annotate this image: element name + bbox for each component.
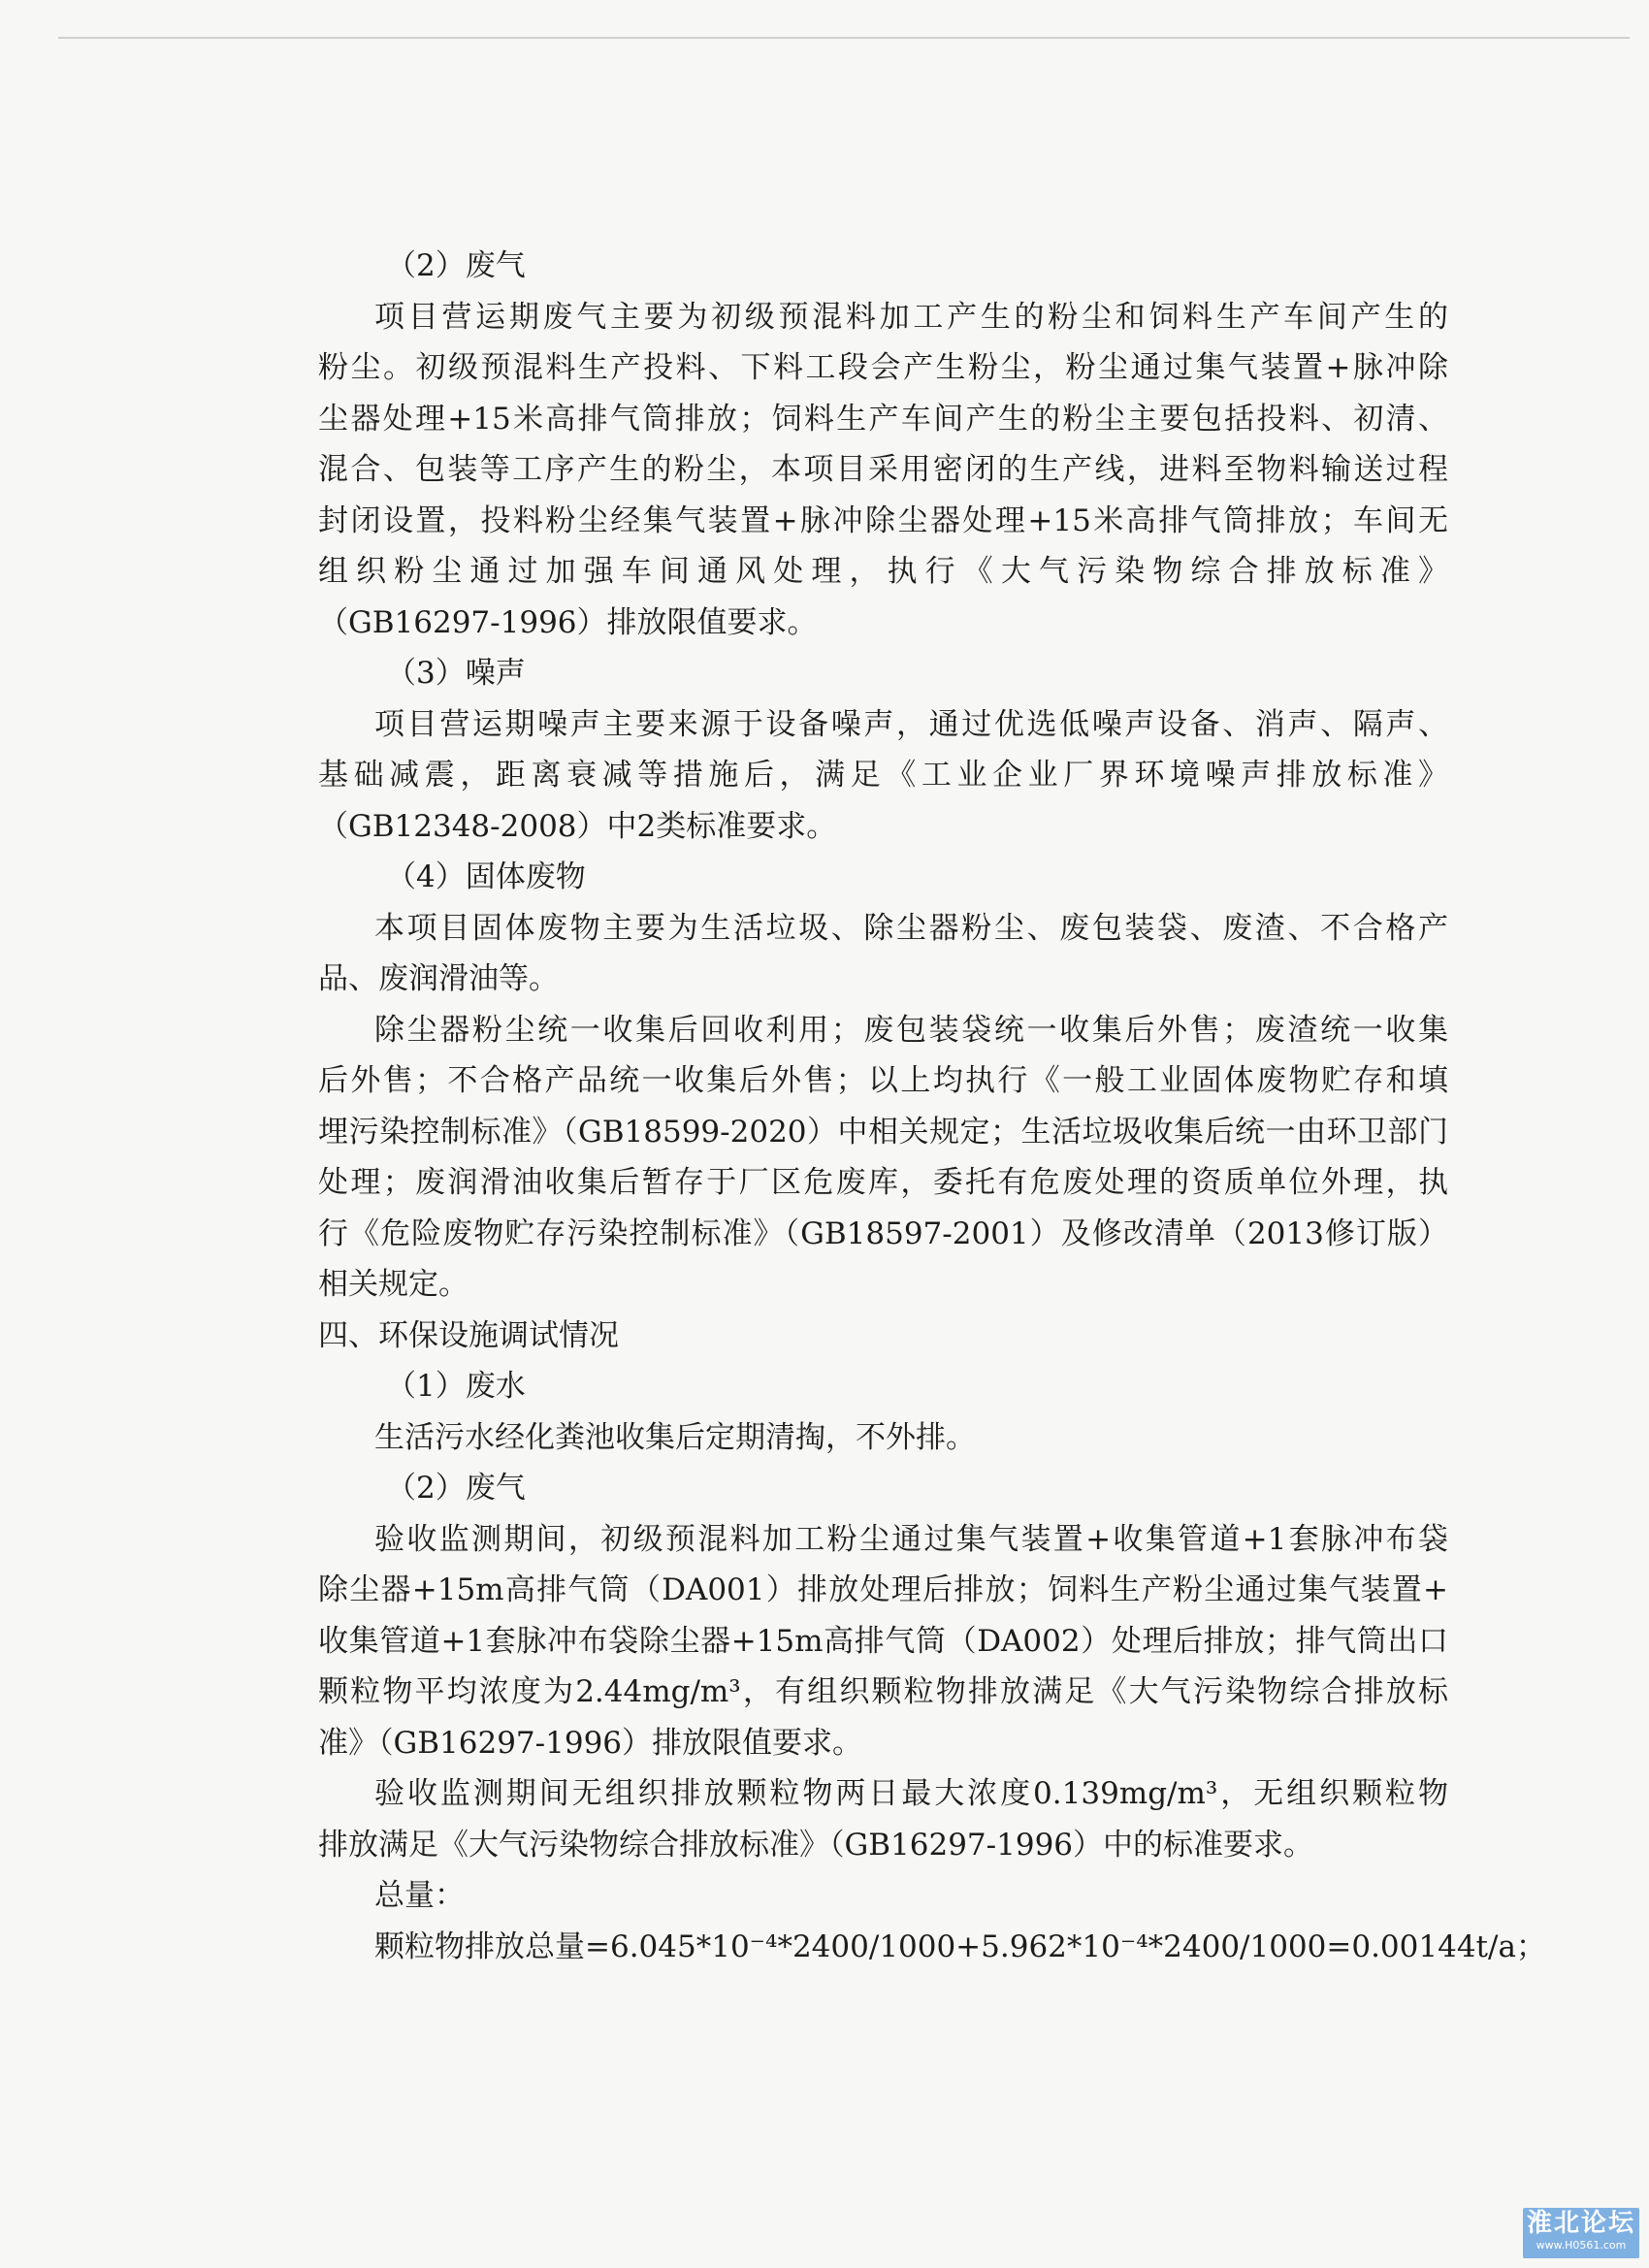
paragraph-line: 验收监测期间，初级预混料加工粉尘通过集气装置+收集管道+1套脉冲布袋 [374, 1521, 1448, 1557]
paragraph-line: 尘器处理+15米高排气筒排放；饲料生产车间产生的粉尘主要包括投料、初清、 [318, 401, 1448, 437]
paragraph-line: 埋污染控制标准》（GB18599-2020）中相关规定；生活垃圾收集后统一由环卫部门 [318, 1114, 1448, 1150]
paragraph-line: 准》（GB16297-1996）排放限值要求。 [318, 1725, 863, 1761]
subheading-waste-water: （1）废水 [386, 1369, 526, 1404]
paragraph-line: 颗粒物平均浓度为2.44mg/m³，有组织颗粒物排放满足《大气污染物综合排放标 [318, 1674, 1448, 1709]
forum-watermark-logo [1523, 2208, 1639, 2258]
paragraph-line: 除尘器粉尘统一收集后回收利用；废包装袋统一收集后外售；废渣统一收集 [374, 1012, 1448, 1048]
watermark-url: www.H0561.com [1536, 2239, 1627, 2252]
paragraph-line: 验收监测期间无组织排放颗粒物两日最大浓度0.139mg/m³，无组织颗粒物 [374, 1776, 1448, 1811]
total-formula: 颗粒物排放总量=6.045*10⁻⁴*2400/1000+5.962*10⁻⁴*2400/1000=0.00144t/a； [374, 1928, 1546, 1964]
paragraph-line: 组织粉尘通过加强车间通风处理，执行《大气污染物综合排放标准》 [318, 554, 1448, 589]
section-heading-facilities: 四、环保设施调试情况 [318, 1317, 619, 1353]
paragraph-line: 基础减震，距离衰减等措施后，满足《工业企业厂界环境噪声排放标准》 [318, 758, 1448, 793]
paragraph-line: （GB16297-1996）排放限值要求。 [318, 604, 818, 640]
paragraph-line: 处理；废润滑油收集后暂存于厂区危废库，委托有危废处理的资质单位外理，执 [318, 1165, 1448, 1200]
paragraph-line: 项目营运期废气主要为初级预混料加工产生的粉尘和饲料生产车间产生的 [374, 299, 1448, 335]
scan-top-border [58, 37, 1630, 39]
paragraph-line: 行《危险废物贮存污染控制标准》（GB18597-2001）及修改清单（2013修订版） [318, 1215, 1448, 1251]
paragraph-line: 除尘器+15m高排气筒（DA001）排放处理后排放；饲料生产粉尘通过集气装置+ [318, 1572, 1448, 1607]
subheading-waste-gas: （2）废气 [386, 248, 526, 283]
paragraph-line: 相关规定。 [318, 1267, 469, 1302]
paragraph-line: 排放满足《大气污染物综合排放标准》（GB16297-1996）中的标准要求。 [318, 1827, 1314, 1863]
paragraph-line: 项目营运期噪声主要来源于设备噪声，通过优选低噪声设备、消声、隔声、 [374, 706, 1448, 742]
paragraph-line: 后外售；不合格产品统一收集后外售；以上均执行《一般工业固体废物贮存和填 [318, 1063, 1448, 1098]
paragraph-line: 品、废润滑油等。 [318, 961, 559, 996]
paragraph-line: （GB12348-2008）中2类标准要求。 [318, 808, 837, 844]
paragraph-line: 生活污水经化粪池收集后定期清掏，不外排。 [374, 1419, 976, 1455]
subheading-solid-waste: （4）固体废物 [386, 859, 586, 894]
paragraph-line: 封闭设置，投料粉尘经集气装置+脉冲除尘器处理+15米高排气筒排放；车间无 [318, 502, 1448, 538]
watermark-title: 淮北论坛 [1526, 2209, 1635, 2238]
subheading-noise: （3）噪声 [386, 656, 526, 691]
paragraph-line: 混合、包装等工序产生的粉尘，本项目采用密闭的生产线，进料至物料输送过程 [318, 452, 1448, 487]
document-body [318, 241, 1546, 1972]
paragraph-line: 收集管道+1套脉冲布袋除尘器+15m高排气筒（DA002）处理后排放；排气筒出口 [318, 1623, 1448, 1659]
paragraph-line: 粉尘。初级预混料生产投料、下料工段会产生粉尘，粉尘通过集气装置+脉冲除 [318, 350, 1448, 385]
paragraph-line: 本项目固体废物主要为生活垃圾、除尘器粉尘、废包装袋、废渣、不合格产 [374, 910, 1448, 946]
total-label: 总量： [374, 1878, 465, 1913]
subheading-waste-gas-2: （2）废气 [386, 1471, 526, 1506]
